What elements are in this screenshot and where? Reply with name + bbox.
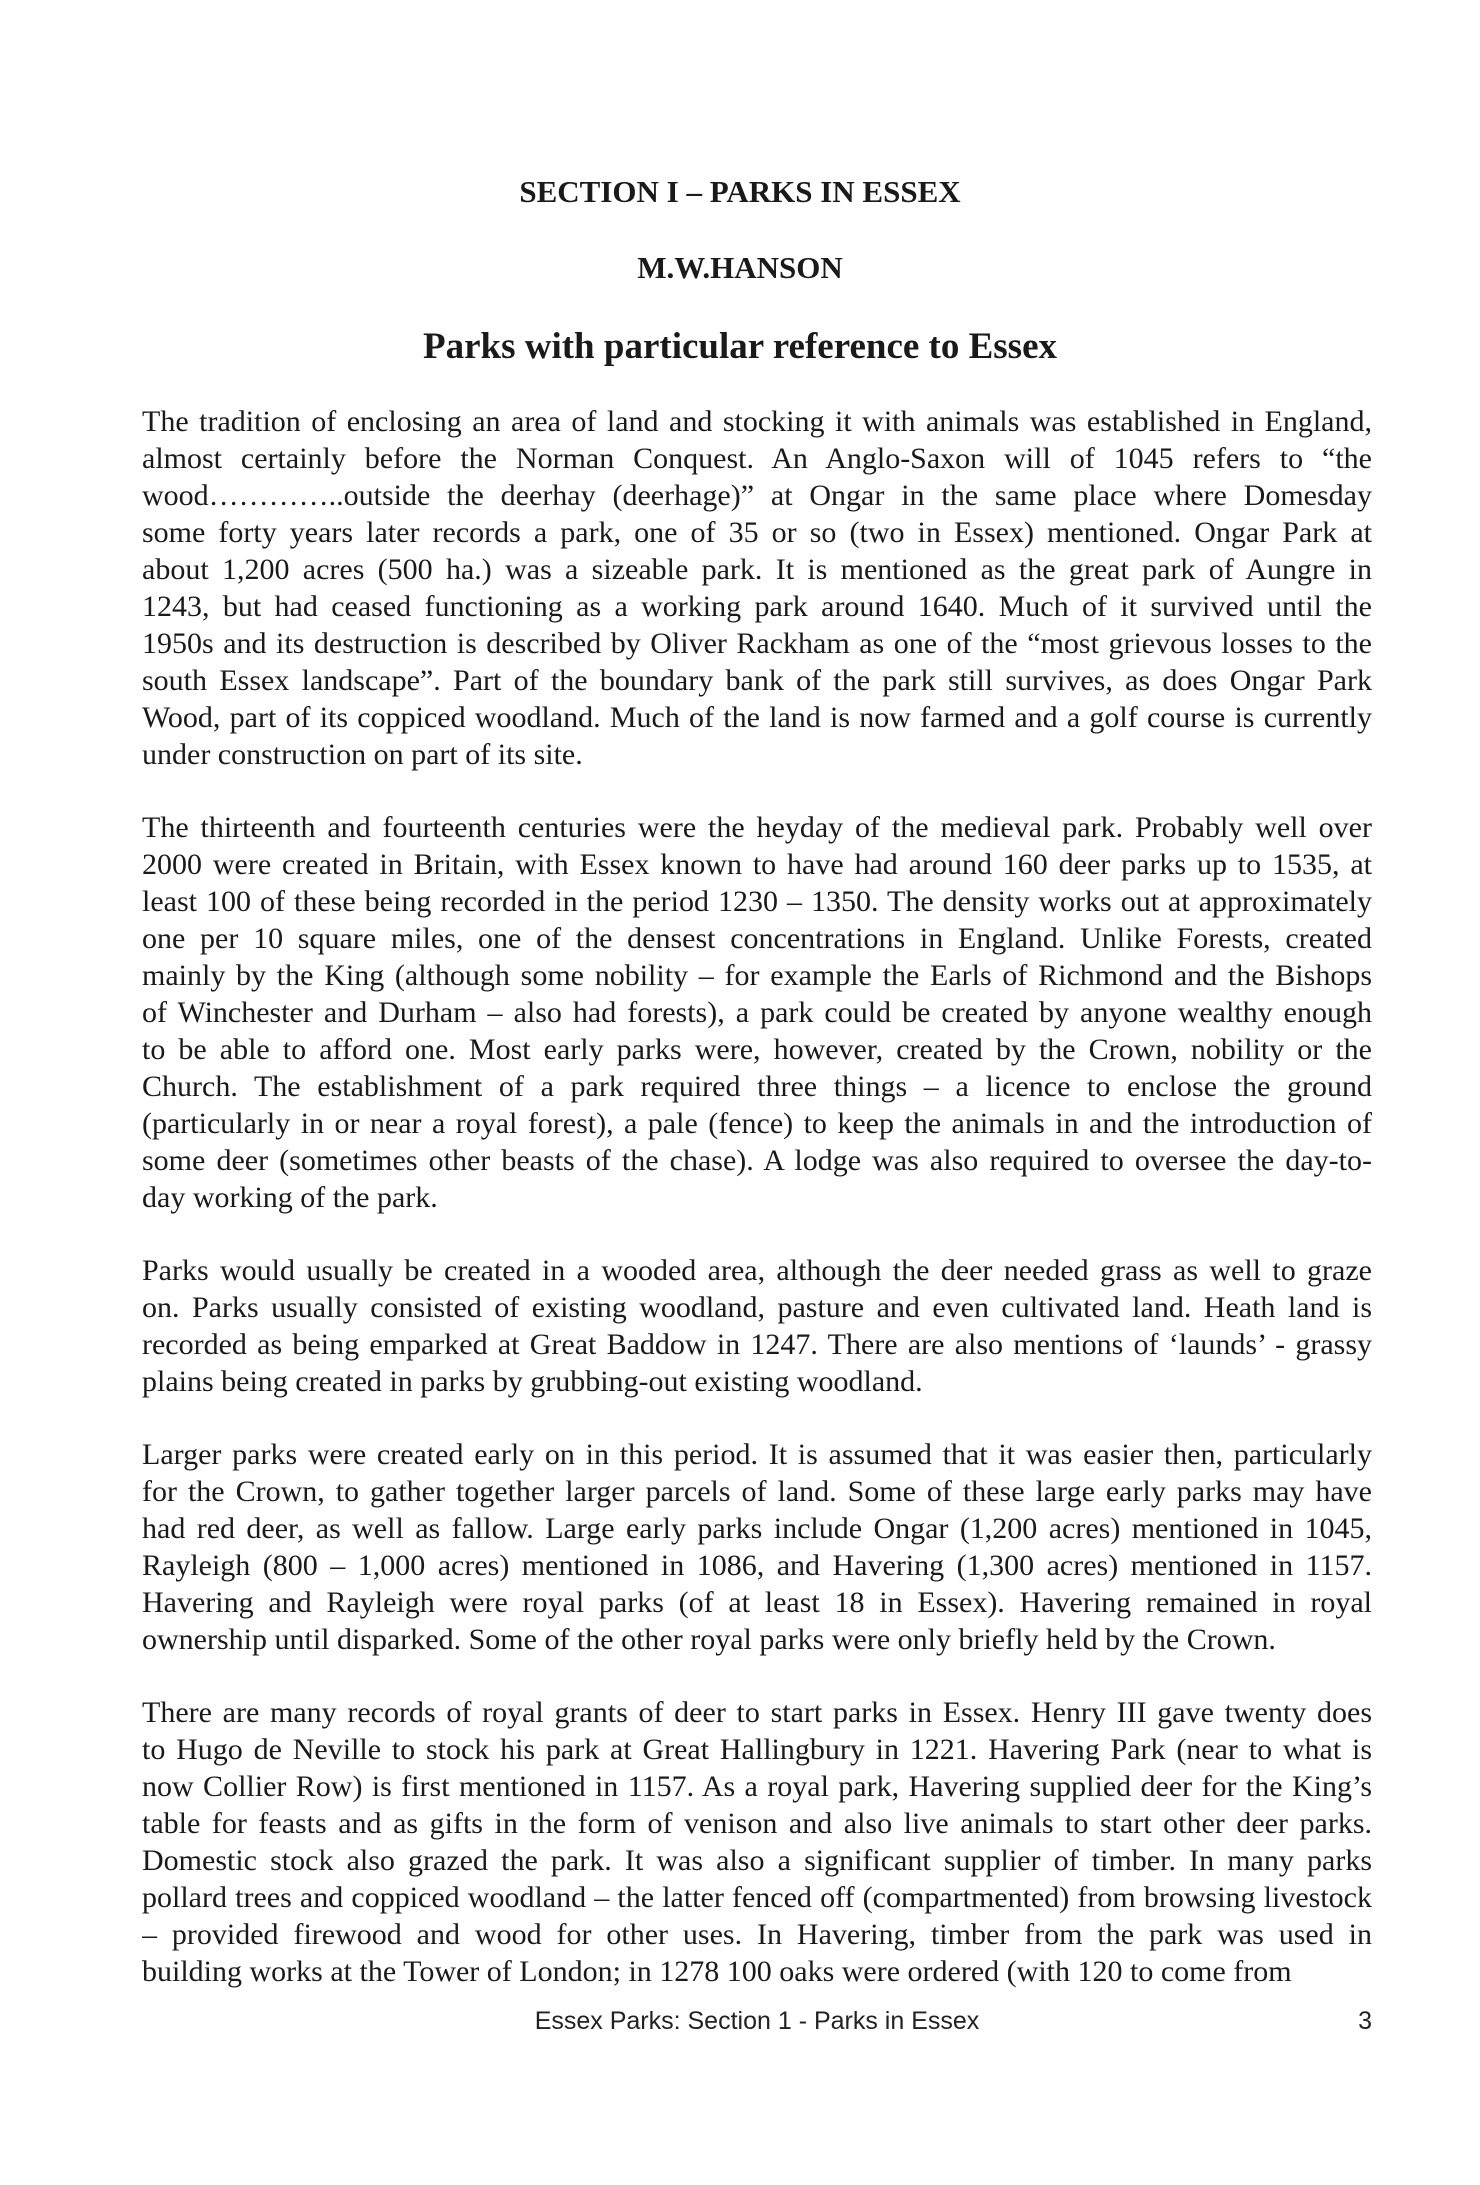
paragraph-line: Domestic stock also grazed the park. It was also a significant supplier of timber. In many parks — [142, 1844, 1372, 1877]
paragraph-line: mainly by the King (although some nobility – for example the Earls of Richmond and the Bishops — [142, 959, 1372, 992]
paragraph-line: building works at the Tower of London; in 1278 100 oaks were ordered (with 120 to come from — [142, 1955, 1292, 1988]
paragraph-line: some forty years later records a park, one of 35 or so (two in Essex) mentioned. Ongar Park at — [142, 516, 1372, 549]
paragraph — [142, 1436, 1372, 1658]
paragraph-line: 1950s and its destruction is described by Oliver Rackham as one of the “most grievous losses to the — [142, 627, 1372, 660]
paragraph-line: The tradition of enclosing an area of land and stocking it with animals was established in England, — [142, 405, 1372, 438]
paragraph-line: south Essex landscape”. Part of the boundary bank of the park still survives, as does Ongar Park — [142, 664, 1372, 697]
paragraph-line: to be able to afford one. Most early parks were, however, created by the Crown, nobility or the — [142, 1033, 1372, 1066]
paragraph-line: least 100 of these being recorded in the period 1230 – 1350. The density works out at approximately — [142, 885, 1372, 918]
paragraph-line: for the Crown, to gather together larger parcels of land. Some of these large early parks may have — [142, 1475, 1372, 1508]
paragraph-line: day working of the park. — [142, 1181, 438, 1214]
paragraph-line: 1243, but had ceased functioning as a working park around 1640. Much of it survived until the — [142, 590, 1372, 623]
paragraph — [142, 1694, 1372, 1990]
paragraph-line: recorded as being emparked at Great Baddow in 1247. There are also mentions of ‘launds’ - grassy — [142, 1328, 1372, 1361]
author-name: M.W.HANSON — [637, 250, 843, 285]
footer-title: Essex Parks: Section 1 - Parks in Essex — [534, 2007, 980, 2035]
paragraph-line: Parks would usually be created in a wooded area, although the deer needed grass as well to graze — [142, 1254, 1372, 1287]
paragraph-line: ownership until disparked. Some of the other royal parks were only briefly held by the Crown. — [142, 1623, 1276, 1656]
paragraph-line: (particularly in or near a royal forest), a pale (fence) to keep the animals in and the introduction of — [142, 1107, 1372, 1140]
paragraph — [142, 1252, 1372, 1400]
paragraph-line: Havering and Rayleigh were royal parks (of at least 18 in Essex). Havering remained in royal — [142, 1586, 1372, 1619]
paragraph — [142, 403, 1372, 773]
paragraph-line: about 1,200 acres (500 ha.) was a sizeable park. It is mentioned as the great park of Aungre in — [142, 553, 1372, 586]
paragraph-line: There are many records of royal grants of deer to start parks in Essex. Henry III gave twenty does — [142, 1696, 1372, 1729]
section-title: SECTION I – PARKS IN ESSEX — [519, 174, 961, 209]
paragraph-line: had red deer, as well as fallow. Large early parks include Ongar (1,200 acres) mentioned in 1045, — [142, 1512, 1372, 1545]
paragraph-line: Church. The establishment of a park required three things – a licence to enclose the ground — [142, 1070, 1372, 1103]
paragraph-line: some deer (sometimes other beasts of the chase). A lodge was also required to oversee the day-to- — [142, 1144, 1372, 1177]
paragraph-line: almost certainly before the Norman Conquest. An Anglo-Saxon will of 1045 refers to “the — [142, 442, 1372, 475]
paragraph — [142, 809, 1372, 1216]
paragraph-line: Rayleigh (800 – 1,000 acres) mentioned in 1086, and Havering (1,300 acres) mentioned in 1157. — [142, 1549, 1372, 1582]
page-footer — [142, 2004, 1372, 2038]
paragraph-line: pollard trees and coppiced woodland – the latter fenced off (compartmented) from browsing livestock — [142, 1881, 1372, 1914]
paragraph-line: wood…………..outside the deerhay (deerhage)” at Ongar in the same place where Domesday — [142, 479, 1372, 512]
page-number: 3 — [1358, 2007, 1372, 2035]
article-body — [142, 403, 1372, 2026]
paragraph-line: now Collier Row) is first mentioned in 1157. As a royal park, Havering supplied deer for the King’s — [142, 1770, 1372, 1803]
paragraph-line: of Winchester and Durham – also had forests), a park could be created by anyone wealthy enough — [142, 996, 1372, 1029]
paragraph-line: to Hugo de Neville to stock his park at Great Hallingbury in 1221. Havering Park (near to what is — [142, 1733, 1372, 1766]
paragraph-line: table for feasts and as gifts in the form of venison and also live animals to start other deer parks. — [142, 1807, 1372, 1840]
paragraph-line: The thirteenth and fourteenth centuries were the heyday of the medieval park. Probably well over — [142, 811, 1372, 844]
paragraph-line: Larger parks were created early on in this period. It is assumed that it was easier then, particularly — [142, 1438, 1372, 1471]
article-title: Parks with particular reference to Essex — [422, 326, 1058, 367]
paragraph-line: 2000 were created in Britain, with Essex known to have had around 160 deer parks up to 1535, at — [142, 848, 1372, 881]
paragraph-line: under construction on part of its site. — [142, 738, 583, 771]
paragraph-line: – provided firewood and wood for other uses. In Havering, timber from the park was used in — [142, 1918, 1372, 1951]
paragraph-line: on. Parks usually consisted of existing woodland, pasture and even cultivated land. Heath land is — [142, 1291, 1372, 1324]
paragraph-line: one per 10 square miles, one of the densest concentrations in England. Unlike Forests, created — [142, 922, 1372, 955]
paragraph-line: plains being created in parks by grubbing-out existing woodland. — [142, 1365, 923, 1398]
paragraph-line: Wood, part of its coppiced woodland. Much of the land is now farmed and a golf course is currently — [142, 701, 1372, 734]
